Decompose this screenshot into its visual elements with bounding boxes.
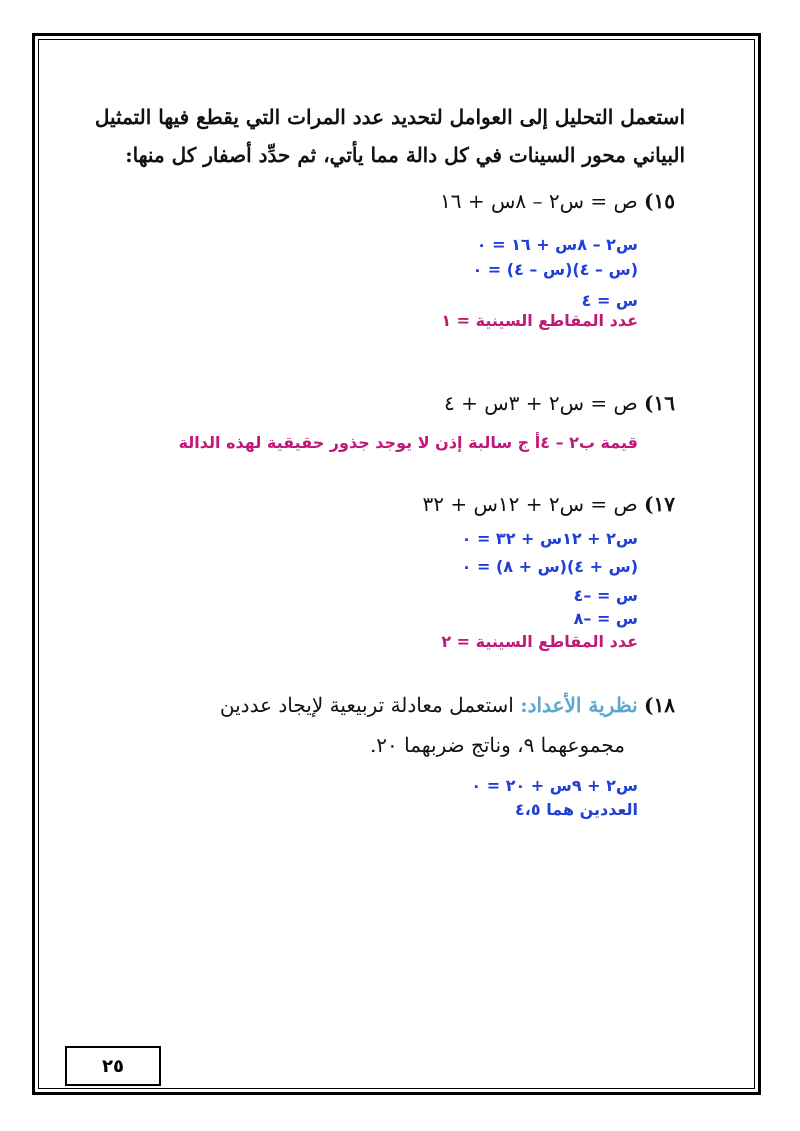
problem-17-step-1: س٢ + ١٢س + ٣٢ = ٠ xyxy=(461,529,638,548)
intro-line-2: البياني محور السينات في كل دالة مما يأتي، ثم حدِّد أصفار كل منها: xyxy=(125,143,685,167)
problem-15 xyxy=(440,189,675,213)
intro-line-1: استعمل التحليل إلى العوامل لتحديد عدد المرات التي يقطع فيها التمثيل xyxy=(94,105,685,129)
problem-17-step-2: (س + ٤)(س + ٨) = ٠ xyxy=(461,557,638,576)
problem-15-step-2: (س – ٤)(س – ٤) = ٠ xyxy=(472,260,638,279)
problem-18-text-2: مجموعهما ٩، وناتج ضربهما ٢٠. xyxy=(369,733,625,757)
problem-15-step-3: س = ٤ xyxy=(581,291,638,310)
problem-16-answer: قيمة ب٢ – ٤أ ج سالبة إذن لا يوجد جذور حقيقية لهذه الدالة xyxy=(178,433,638,452)
problem-17-answer: عدد المقاطع السينية = ٢ xyxy=(441,632,638,651)
problem-16 xyxy=(444,391,675,415)
problem-15-number: ١٥) xyxy=(644,189,675,213)
problem-18-answer: العددين هما ٤،٥ xyxy=(515,800,638,819)
problem-18-number: ١٨) xyxy=(644,693,675,717)
problem-17 xyxy=(423,492,675,516)
problem-15-equation: ص = س٢ – ٨س + ١٦ xyxy=(440,189,638,213)
problem-18-step-1: س٢ + ٩س + ٢٠ = ٠ xyxy=(471,776,638,795)
problem-18 xyxy=(220,693,675,717)
problem-16-number: ١٦) xyxy=(644,391,675,415)
problem-18-heading: نظرية الأعداد: xyxy=(520,693,638,717)
page-number: ٢٥ xyxy=(102,1055,124,1077)
problem-17-equation: ص = س٢ + ١٢س + ٣٢ xyxy=(422,492,638,516)
problem-15-step-1: س٢ – ٨س + ١٦ = ٠ xyxy=(476,235,638,254)
problem-17-step-4: س = –٨ xyxy=(573,609,638,628)
problem-17-step-3: س = –٤ xyxy=(573,586,638,605)
page-number-box xyxy=(65,1046,161,1086)
problem-15-answer: عدد المقاطع السينية = ١ xyxy=(441,311,638,330)
problem-16-equation: ص = س٢ + ٣س + ٤ xyxy=(443,391,638,415)
problem-18-text-1: استعمل معادلة تربيعية لإيجاد عددين xyxy=(219,693,514,717)
problem-17-number: ١٧) xyxy=(644,492,675,516)
